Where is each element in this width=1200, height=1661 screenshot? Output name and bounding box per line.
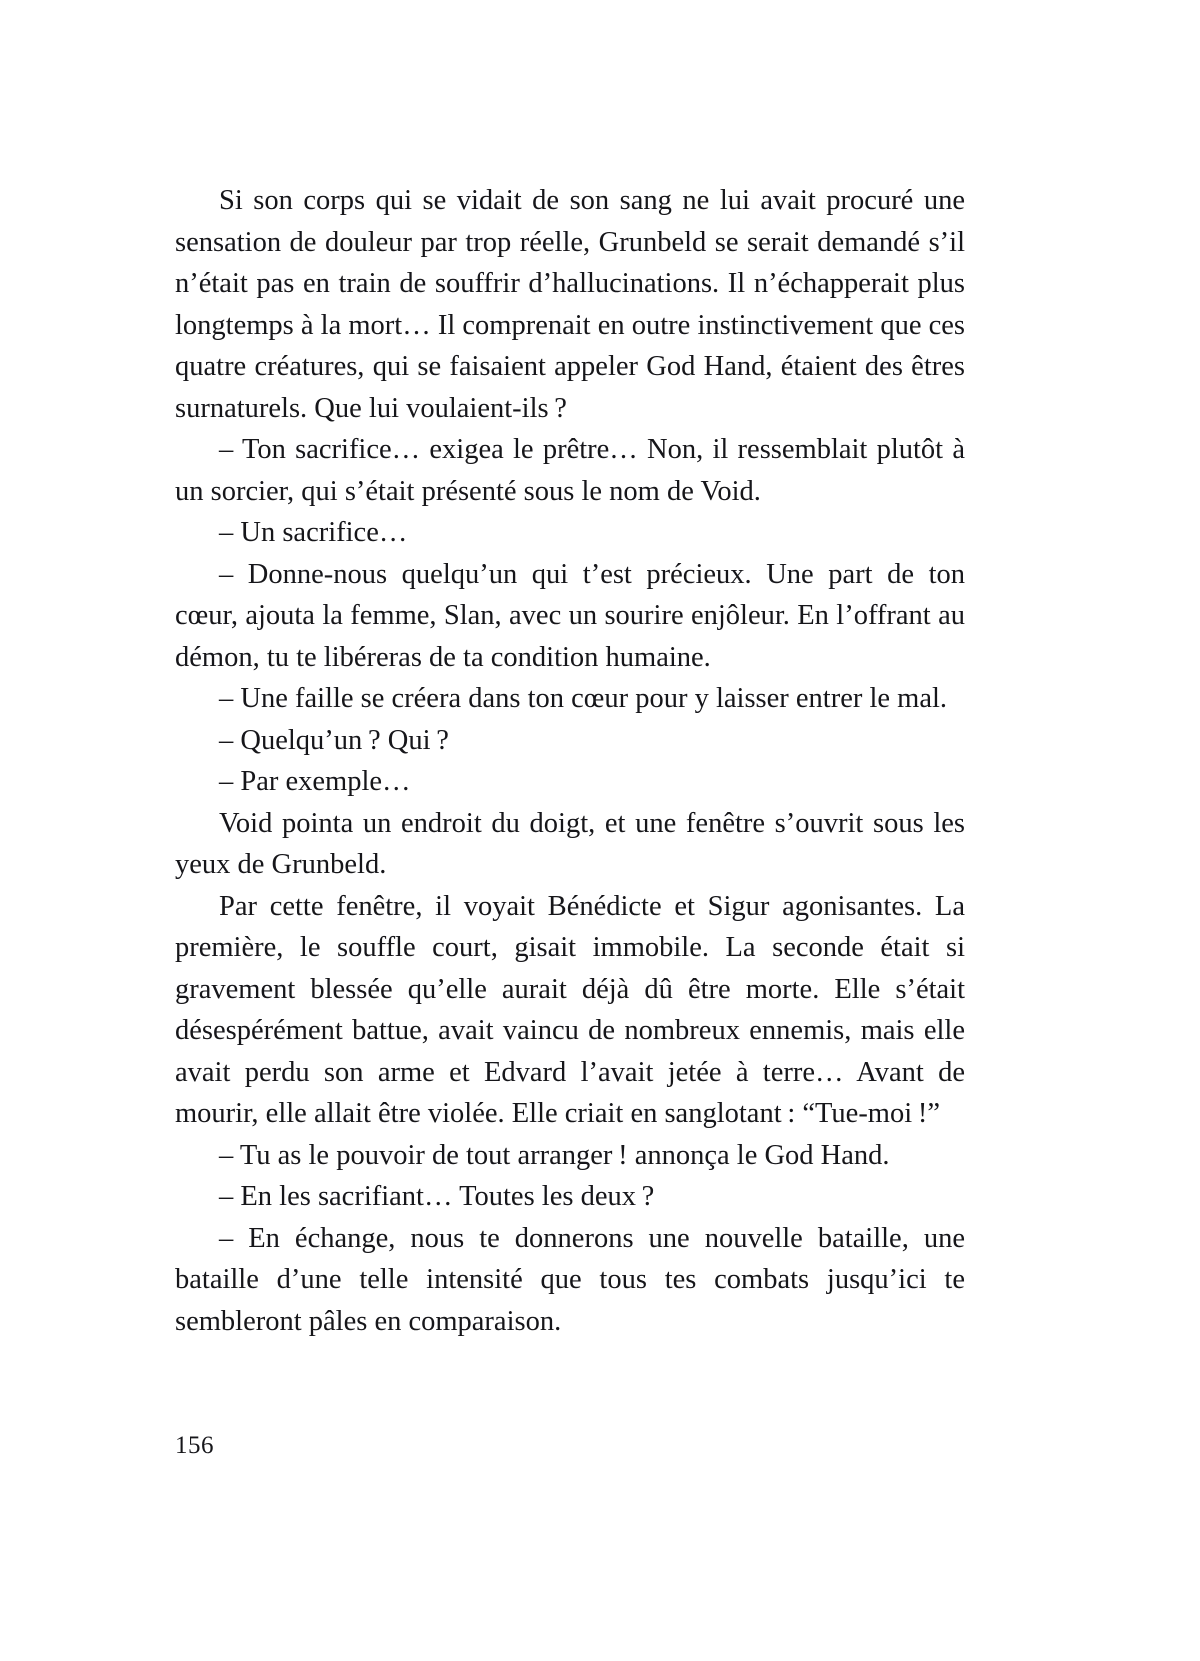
paragraph: Si son corps qui se vidait de son sang ne lui avait procuré une sensation de douleur par trop réelle, Grunbeld se serait demandé s’il n’était pas en train de souffrir d’hallucinations. Il n’échapperait plus longtemps à la mort… Il comprenait en outre instinctivement que ces quatre créatures, qui se faisaient appeler God Hand, étaient des êtres surnaturels. Que lui voulaient-ils ? (175, 185, 965, 424)
paragraph: Void pointa un endroit du doigt, et une fenêtre s’ouvrit sous les yeux de Grunbeld. (175, 807, 965, 880)
paragraph: – Donne-nous quelqu’un qui t’est précieux. Une part de ton cœur, ajouta la femme, Slan, avec un sourire enjôleur. En l’offrant au démon, tu te libéreras de ta condition humaine. (175, 558, 965, 673)
paragraph: – En les sacrifiant… Toutes les deux ? (219, 1181, 655, 1212)
paragraph: – Tu as le pouvoir de tout arranger ! annonça le God Hand. (219, 1139, 890, 1171)
paragraph: – Par exemple… (219, 766, 411, 797)
body-text-column (175, 180, 965, 1342)
paragraph: – Quelqu’un ? Qui ? (219, 724, 449, 756)
paragraph: – Un sacrifice… (219, 517, 408, 548)
page-number: 156 (175, 1432, 214, 1459)
paragraph: – Une faille se créera dans ton cœur pour y laisser entrer le mal. (219, 683, 948, 714)
paragraph: – Ton sacrifice… exigea le prêtre… Non, il ressemblait plutôt à un sorcier, qui s’était présenté sous le nom de Void. (175, 434, 965, 507)
paragraph: – En échange, nous te donnerons une nouvelle bataille, une bataille d’une telle intensité que tous tes combats jusqu’ici te sembleront pâles en comparaison. (175, 1222, 965, 1337)
paragraph: Par cette fenêtre, il voyait Bénédicte et Sigur agonisantes. La première, le souffle court, gisait immobile. La seconde était si gravement blessée qu’elle aurait déjà dû être morte. Elle s’était désespérément battue, avait vaincu de nombreux ennemis, mais elle avait perdu son arme et Edvard l’avait jetée à terre… Avant de mourir, elle allait être violée. Elle criait en sanglotant : “Tue-moi !” (175, 890, 965, 1129)
